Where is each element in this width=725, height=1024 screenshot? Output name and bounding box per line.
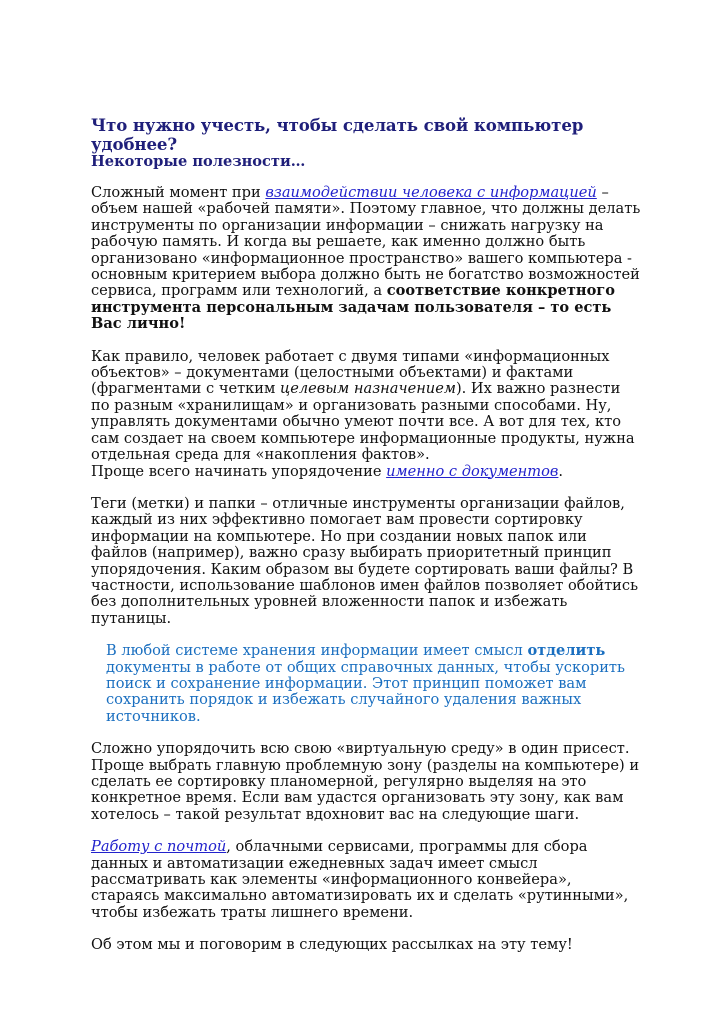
paragraph-6-text: , облачными сервисами, программы для сбора данных и автоматизации ежедневных задач имеет смысл рассматривать как элементы «информационного конвейера», стараясь максимально автоматизировать их и сделать «рутинными», чтобы избежать траты лишнего времени. — [91, 838, 629, 921]
callout-text-a: В любой системе хранения информации имеет смысл — [106, 642, 528, 660]
paragraph-1-text-a: Сложный момент при — [91, 184, 266, 201]
paragraph-7: Об этом мы и поговорим в следующих рассылках на эту тему! — [91, 936, 573, 954]
paragraph-2-text-a: Как правило, человек работает с двумя типами «информационных объектов» – документами (целостными объектами) и фактами (фрагментами с четким — [91, 347, 610, 398]
paragraph-2-text-b: ). Их важно разнести по разным «хранилищам» и организовать разными способами. Ну, управлять документами обычно умеют почти все. А вот для тех, кто сам создает на своем компьютере информационные продукты, нужна отдельная среда для «накопления фактов». — [91, 380, 635, 464]
paragraph-4: Теги (метки) и папки – отличные инструменты организации файлов, каждый из них эффективно помогает вам провести сортировку информации на компьютере. Но при создании новых папок или файлов (например), важно сразу выбирать приоритетный принцип упорядочения. Каким образом вы будете сортировать ваши файлы? В частности, использование шаблонов имен файлов позволяет обойтись без дополнительных уровней вложенности папок и избежать путаницы. — [91, 494, 639, 627]
paragraph-1 — [91, 185, 641, 333]
paragraph-3 — [91, 464, 641, 480]
paragraph-2 — [91, 349, 641, 464]
paragraph-3-text-b: . — [558, 462, 564, 480]
paragraph-3-text-a: Проще всего начинать упорядочение — [91, 462, 387, 480]
link-documents[interactable]: именно с документов — [386, 462, 559, 480]
paragraph-1-bold: соответствие конкретного инструмента персональным задачам пользователя – то есть Вас лично! — [91, 282, 615, 333]
callout-tip — [106, 643, 641, 725]
page-title: Что нужно учесть, чтобы сделать свой компьютер удобнее? — [91, 115, 584, 154]
paragraph-5: Сложно упорядочить всю свою «виртуальную среду» в один присест. Проще выбрать главную проблемную зону (разделы на компьютере) и сделать ее сортировку планомерной, регулярно выделяя на это конкретное время. Если вам удастся организовать эту зону, как вам хотелось – такой результат вдохновит вас на следующие шаги. — [91, 740, 640, 823]
paragraph-2-italic: целевым назначением — [280, 380, 456, 398]
paragraph-1-text-b: – объем нашей «рабочей памяти». Поэтому главное, что должны делать инструменты по организации информации – снижать нагрузку на рабочую память. И когда вы решаете, как именно должно быть организовано «информационное пространство» вашего компьютера - основным критерием выбора должно быть не богатство возможностей сервиса, программ или технологий, а — [91, 184, 641, 300]
article-body — [91, 116, 641, 970]
paragraph-6 — [91, 839, 641, 921]
link-human-information-interaction[interactable]: взаимодействии человека с информацией — [265, 184, 597, 201]
page-subtitle: Некоторые полезности… — [91, 153, 306, 170]
callout-text-b: документы в работе от общих справочных данных, чтобы ускорить поиск и сохранение информации. Этот принцип поможет вам сохранить порядок и избежать случайного удаления важных источников. — [106, 658, 625, 725]
callout-bold: отделить — [527, 642, 606, 660]
link-email-work[interactable]: Работу с почтой — [91, 838, 227, 856]
